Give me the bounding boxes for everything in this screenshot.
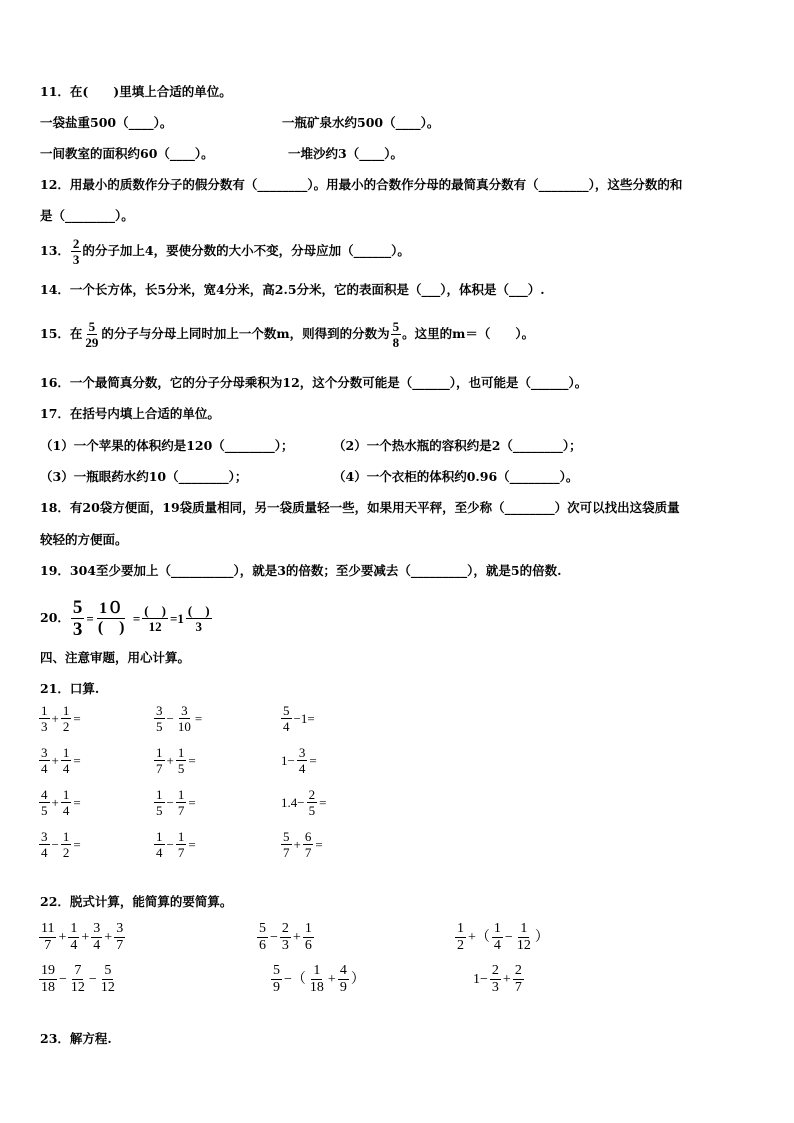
operator: − [51, 836, 59, 852]
q22-expression [270, 964, 366, 995]
fraction: $\frac{5}{4}$ [283, 703, 290, 734]
q15-text-a: 15．在 [40, 326, 83, 341]
q20-fraction-4: ( ) 3 [187, 603, 210, 634]
fraction: $\frac{1}{5}$ [177, 745, 185, 776]
q11-title: 11．在( )里填上合适的单位。 [40, 84, 232, 99]
fraction: $\frac{7}{12}$ [70, 963, 85, 995]
operator: = [319, 794, 327, 810]
q20-equals-one: =1 [169, 610, 184, 626]
fraction: $\frac{2}{7}$ [514, 963, 522, 995]
q11-item-a: 一袋盐重500（____）。 [40, 115, 173, 130]
operator: + [104, 929, 113, 945]
fraction: $\frac{1}{4}$ [62, 787, 70, 818]
fraction: $\frac{6}{7}$ [304, 829, 312, 860]
q15-text-b: 的分子与分母上同时加上一个数m，则得到的分数为 [101, 326, 390, 341]
operator: + [81, 929, 90, 945]
fraction: $\frac{5}{6}$ [259, 921, 266, 953]
fraction: $\frac{1}{5}$ [156, 787, 163, 818]
fraction: $\frac{1}{7}$ [177, 829, 185, 860]
operator: + [51, 794, 59, 810]
q21-expression [153, 829, 197, 860]
fraction: $\frac{1}{18}$ [309, 963, 324, 995]
q22-title: 22．脱式计算，能简算的要简算。 [40, 894, 233, 909]
q15 [40, 318, 534, 350]
operator: + [327, 971, 336, 987]
q23-title: 23．解方程. [40, 1031, 112, 1046]
operator: 1− [281, 752, 295, 768]
fraction: $\frac{3}{4}$ [41, 829, 48, 860]
q21-expression [280, 829, 324, 860]
fraction: $\frac{1}{4}$ [156, 829, 163, 860]
fraction: $\frac{1}{2}$ [62, 703, 70, 734]
operator: − [59, 971, 67, 987]
q21-expression [153, 745, 197, 776]
fraction: $\frac{5}{12}$ [100, 963, 115, 995]
q15-text-c: 。这里的m＝（ ）。 [402, 326, 535, 341]
q21-expression [280, 703, 316, 734]
q20-fraction-3: ( ) 12 [144, 603, 166, 634]
q22-expression [38, 922, 126, 953]
operator: + [51, 710, 59, 726]
fraction: $\frac{19}{18}$ [41, 963, 55, 995]
operator: = [73, 710, 81, 726]
q21-expression [153, 787, 197, 818]
q21-title: 21．口算. [40, 681, 100, 696]
operator: +（ [468, 929, 490, 945]
fraction: $\frac{1}{6}$ [304, 921, 312, 953]
operator: = [73, 752, 81, 768]
q11-item-c: 一间教室的面积约60（____）。 [40, 146, 214, 161]
q18-line2: 较轻的方便面。 [40, 532, 128, 547]
q18-line1: 18．有20袋方便面，19袋质量相同，另一袋质量轻一些，如果用天平秤，至少称（________）次可以找出这袋质量 [40, 500, 680, 515]
fraction: $\frac{4}{9}$ [339, 963, 347, 995]
operator: + [51, 752, 59, 768]
q15-fraction-2: $\frac{5}{8}$ [392, 319, 400, 350]
operator: = [194, 710, 203, 726]
operator: ） [534, 929, 549, 945]
fraction: $\frac{1}{7}$ [177, 787, 185, 818]
operator: 1− [473, 971, 488, 987]
q21-expression [38, 829, 82, 860]
q20-fraction-2: 1０ ( ) [97, 600, 125, 636]
q13 [40, 236, 410, 266]
fraction: $\frac{3}{4}$ [93, 921, 101, 953]
q17-item-4: （4）一个衣柜的体积约0.96（________）。 [333, 469, 579, 484]
fraction: $\frac{1}{12}$ [516, 921, 531, 953]
fraction: $\frac{3}{7}$ [116, 921, 124, 953]
q21-expression [38, 787, 82, 818]
q17-item-3: （3）一瓶眼药水约10（________）； [40, 469, 248, 484]
operator: −（ [284, 971, 306, 987]
q12-line1: 12．用最小的质数作分子的假分数有（________）。用最小的合数作分母的最简真分数有（________），这些分数的和 [40, 177, 683, 192]
q19: 19．304至少要加上（__________），就是3的倍数；至少要减去（_________），就是5的倍数. [40, 563, 562, 578]
operator: = [188, 836, 196, 852]
fraction: $\frac{1}{4}$ [493, 921, 501, 953]
fraction: $\frac{2}{3}$ [281, 921, 289, 953]
operator: + [58, 929, 67, 945]
fraction: $\frac{4}{5}$ [41, 787, 48, 818]
q17-title: 17．在括号内填上合适的单位。 [40, 406, 220, 421]
fraction: $\frac{1}{2}$ [457, 921, 464, 953]
q22-expression [472, 964, 525, 995]
q12-line2: 是（________）。 [40, 208, 134, 223]
q15-fraction-1: $\frac{5}{29}$ [85, 319, 99, 350]
fraction: $\frac{5}{7}$ [283, 829, 290, 860]
operator: = [315, 836, 323, 852]
fraction: $\frac{11}{7}$ [41, 921, 55, 953]
q17-item-2: （2）一个热水瓶的容积约是2（________）； [333, 438, 582, 453]
operator: = [188, 752, 196, 768]
q21-expression [280, 745, 318, 776]
operator: − [166, 710, 174, 726]
operator: 1.4− [281, 794, 305, 810]
q14: 14．一个长方体，长5分米，宽4分米，高2.5分米，它的表面积是（___），体积是（___）. [40, 282, 545, 297]
q16: 16．一个最简真分数，它的分子分母乘积为12，这个分数可能是（______），也可能是（______）。 [40, 375, 588, 390]
operator: = [73, 794, 81, 810]
fraction: $\frac{3}{4}$ [41, 745, 48, 776]
q22-expression [454, 922, 550, 953]
fraction: $\frac{2}{3}$ [491, 963, 499, 995]
section-heading: 四、注意审题，用心计算。 [40, 650, 191, 665]
operator: − [504, 929, 513, 945]
fraction: $\frac{2}{5}$ [308, 787, 316, 818]
fraction: $\frac{3}{5}$ [156, 703, 163, 734]
operator: −1= [293, 710, 315, 726]
q17-item-1: （1）一个苹果的体积约是120（________）； [40, 438, 294, 453]
operator: − [270, 929, 278, 945]
fraction: $\frac{1}{7}$ [156, 745, 163, 776]
operator: + [293, 836, 301, 852]
operator: = [309, 752, 317, 768]
q22-expression [38, 964, 118, 995]
q21-expression [280, 787, 327, 818]
operator: = [73, 836, 81, 852]
q21-expression [38, 703, 82, 734]
fraction: $\frac{5}{9}$ [273, 963, 280, 995]
fraction: $\frac{1}{3}$ [41, 703, 48, 734]
q20-equals-1: = [86, 610, 94, 626]
q13-number: 13． [40, 243, 70, 258]
fraction: $\frac{1}{4}$ [62, 745, 70, 776]
q22-expression [256, 922, 315, 953]
q11-item-d: 一堆沙约3（____）。 [288, 146, 403, 161]
q21-expression [153, 703, 203, 734]
q21-expression [38, 745, 82, 776]
fraction: $\frac{3}{4}$ [298, 745, 306, 776]
operator: + [292, 929, 301, 945]
operator: − [166, 836, 174, 852]
q20-fraction-1: $\frac{5}{3}$ [72, 597, 83, 640]
fraction: $\frac{3}{10}$ [177, 703, 191, 734]
q20-number: 20． [40, 610, 70, 625]
fraction: $\frac{1}{4}$ [70, 921, 78, 953]
operator: + [166, 752, 174, 768]
q13-fraction: $\frac{2}{3}$ [72, 236, 80, 267]
operator: − [166, 794, 174, 810]
q11-item-b: 一瓶矿泉水约500（____）。 [282, 115, 440, 130]
q20 [40, 598, 213, 639]
operator: ） [350, 971, 365, 987]
operator: − [88, 971, 97, 987]
fraction: $\frac{1}{2}$ [62, 829, 70, 860]
q20-equals-2: = [132, 610, 141, 626]
operator: + [502, 971, 511, 987]
operator: = [188, 794, 196, 810]
q13-text: 的分子加上4，要使分数的大小不变，分母应加（______）。 [82, 243, 410, 258]
